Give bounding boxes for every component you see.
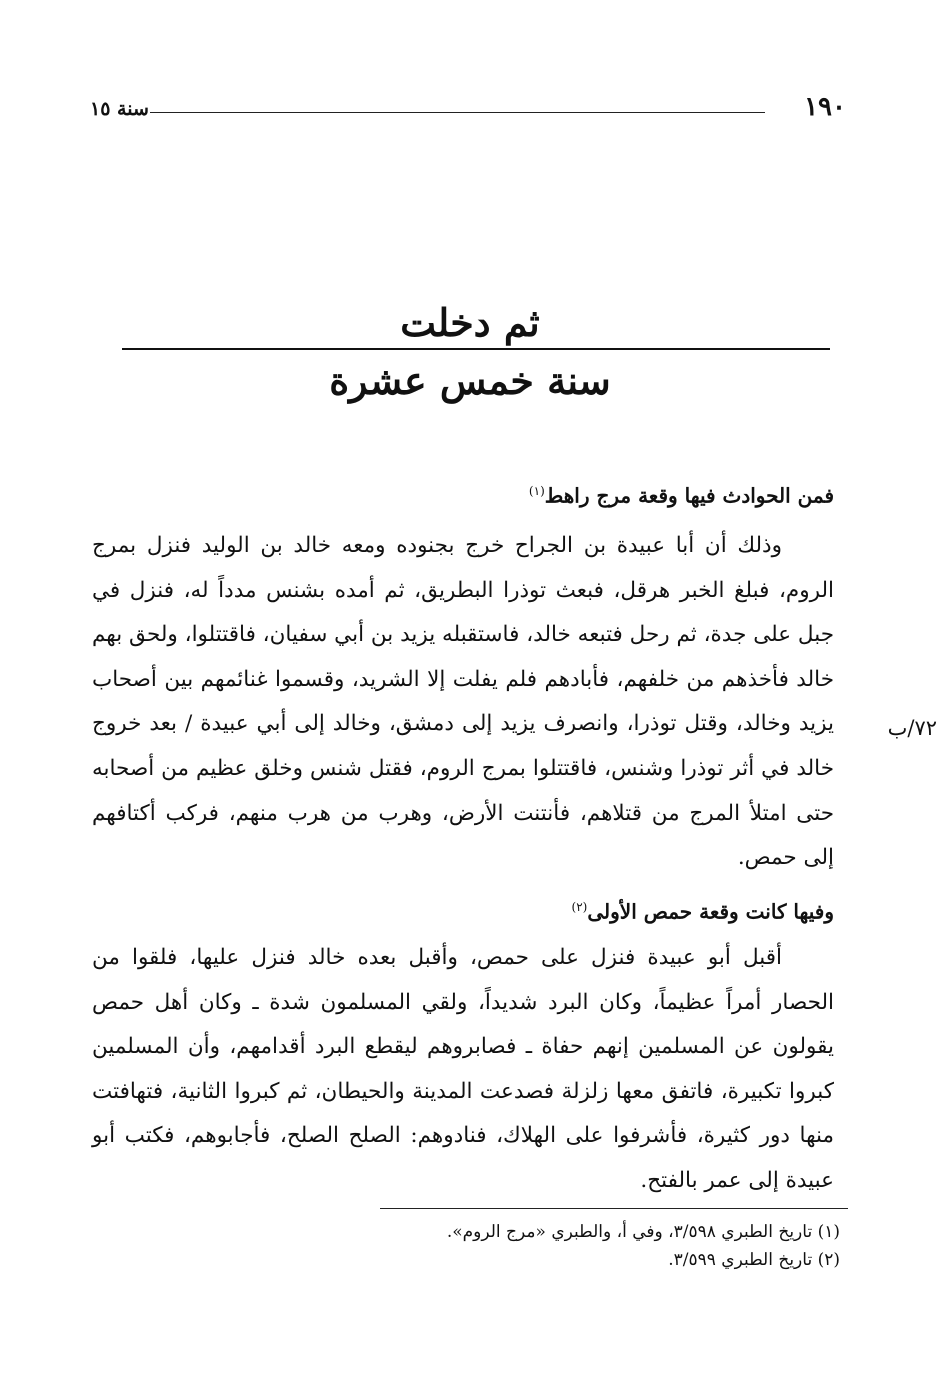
paragraph: وذلك أن أبا عبيدة بن الجراح خرج بجنوده ومعه خالد بن الوليد فنزل بمرج الروم، فبلغ الخبر هرقل، فبعث توذرا البطريق، ثم أمده بشنس مدداً له، فنزل في جبل على جدة، ثم رحل فتبعه خالد، فاستقبله يزيد بن أبي سفيان، فاقتتلوا، ولحق بهم خالد فأخذهم من خلفهم، فأبادهم فلم يفلت إلا الشريد، وقسموا غنائمهم بين أصحاب يزيد وخالد، وقتل توذرا، وانصرف يزيد إلى دمشق، وخالد إلى أبي عبيدة / بعد خروج خالد في أثر توذرا وشنس، فاقتتلوا بمرج الروم، فقتل شنس وخلق عظيم من أصحابه حتى امتلأ المرج من قتلاهم، فأنتنت الأرض، وهرب من هرب منهم، فركب أكتافهم إلى حمص.: [92, 533, 834, 871]
section-body-hims: [92, 936, 834, 1204]
footnote-1: (١) تاريخ الطبري ٣/٥٩٨، وفي أ، والطبري «مرج الروم».: [446, 1222, 840, 1242]
paragraph: أقبل أبو عبيدة فنزل على حمص، وأقبل بعده خالد فنزل عليها، فلقوا من الحصار أمراً عظيماً، وكان البرد شديداً، ولقي المسلمون شدة ـ وكان أهل حمص يقولون عن المسلمين إنهم حفاة ـ فصابروهم ليقطع البرد أقدامهم، وأن المسلمين كبروا تكبيرة، فاتفق معها زلزلة فصدعت المدينة والحيطان، ثم كبروا الثانية، فتهافتت منها دور كثيرة، فأشرفوا على الهلاك، فنادوهم: الصلح الصلح، فأجابوهم، فكتب أبو عبيدة إلى عمر بالفتح.: [92, 945, 834, 1193]
chapter-subtitle: سنة خمس عشرة: [329, 358, 611, 403]
header-rule: [150, 112, 765, 113]
footnotes: [92, 1218, 840, 1274]
footnote-ref: (٢): [571, 900, 588, 914]
section-body-marj-rahit: [92, 524, 834, 881]
section-heading-hims: [92, 892, 834, 927]
footnote-rule: [380, 1208, 848, 1209]
section-heading-text: فمن الحوادث فيها وقعة مرج راهط: [544, 483, 834, 508]
section-heading-text: وفيها كانت وقعة حمص الأولى: [587, 899, 834, 924]
manuscript-folio-note: ٧٢/ب: [887, 716, 937, 740]
running-title: سنة ١٥: [90, 98, 149, 120]
page-number: ١٩٠: [804, 92, 846, 122]
section-heading-marj-rahit: [92, 476, 834, 511]
footnote-2: (٢) تاريخ الطبري ٣/٥٩٩.: [668, 1250, 840, 1270]
footnote-ref: (١): [528, 484, 545, 498]
chapter-title: ثم دخلت: [400, 300, 540, 345]
chapter-rule: [122, 348, 830, 350]
